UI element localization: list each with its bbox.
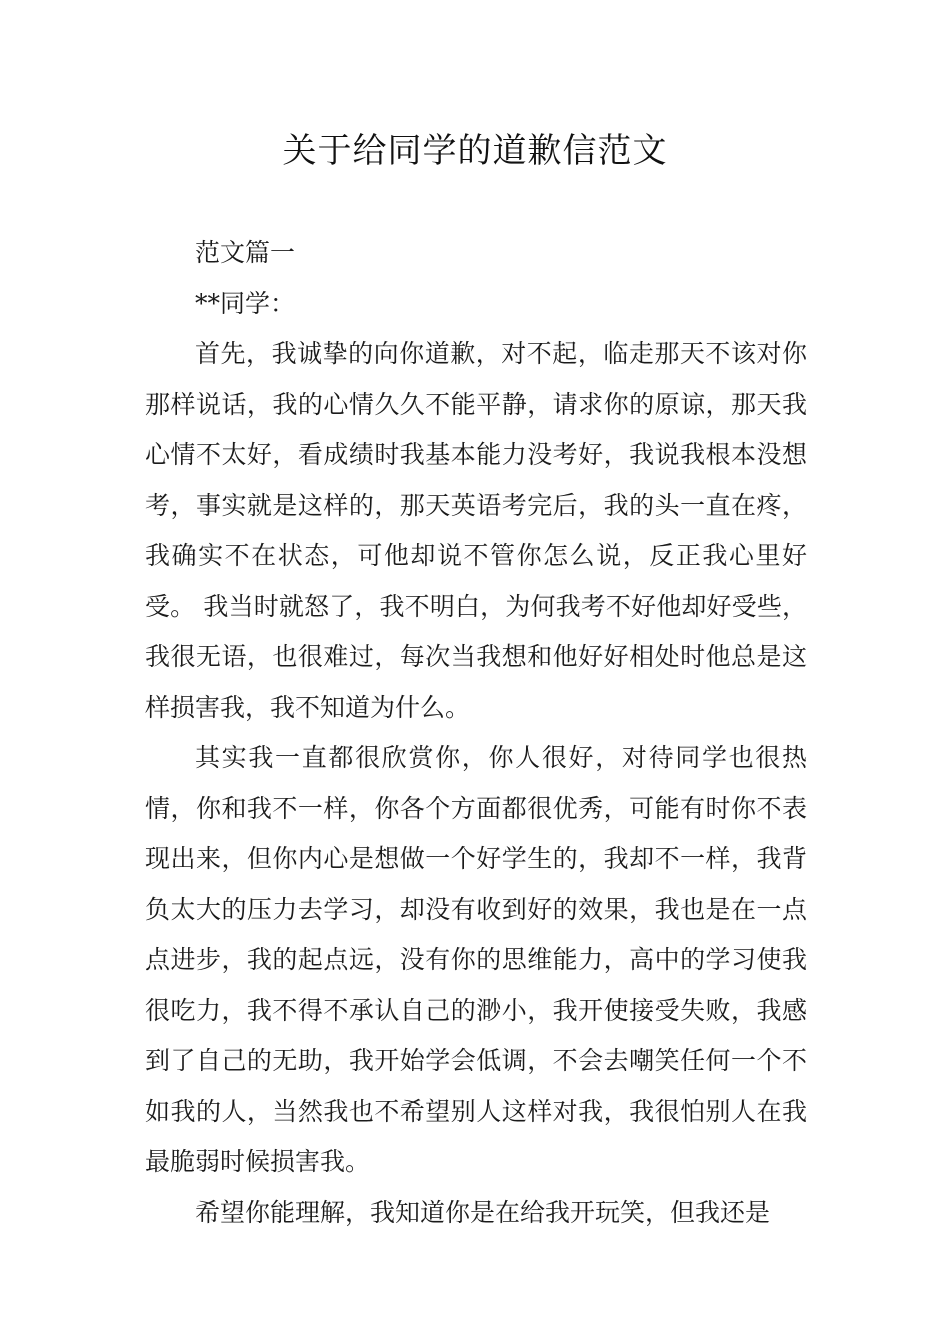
document-body [145, 228, 807, 1238]
document-title: 关于给同学的道歉信范文 [282, 131, 668, 171]
paragraph-3: 希望你能理解，我知道你是在给我开玩笑，但我还是 [195, 1197, 771, 1227]
paragraph-2: 其实我一直都很欣赏你，你人很好，对待同学也很热情，你和我不一样，你各个方面都很优秀，可能有时你不表现出来，但你内心是想做一个好学生的，我却不一样，我背负太大的压力去学习，却没有收到好的效果，我也是在一点点进步，我的起点远，没有你的思维能力，高中的学习使我很吃力，我不得不承认自己的渺小，我开使接受失败，我感到了自己的无助，我开始学会低调，不会去嘲笑任何一个不如我的人，当然我也不希望别人这样对我，我很怕别人在我最脆弱时候损害我。 [145, 743, 807, 1176]
section-heading: 范文篇一 [195, 238, 296, 267]
paragraph-1: 首先，我诚挚的向你道歉，对不起，临走那天不该对你那样说话，我的心情久久不能平静，请求你的原谅，那天我心情不太好，看成绩时我基本能力没考好，我说我根本没想考，事实就是这样的，那天英语考完后，我的头一直在疼，我确实不在状态，可他却说不管你怎么说，反正我心里好受。 我当时就怒了，我不明白，为何我考不好他却好受些，我很无语，也很难过，每次当我想和他好好相处时他总是这样损害我，我不知道为什么。 [145, 339, 807, 722]
salutation: **同学： [195, 288, 296, 318]
